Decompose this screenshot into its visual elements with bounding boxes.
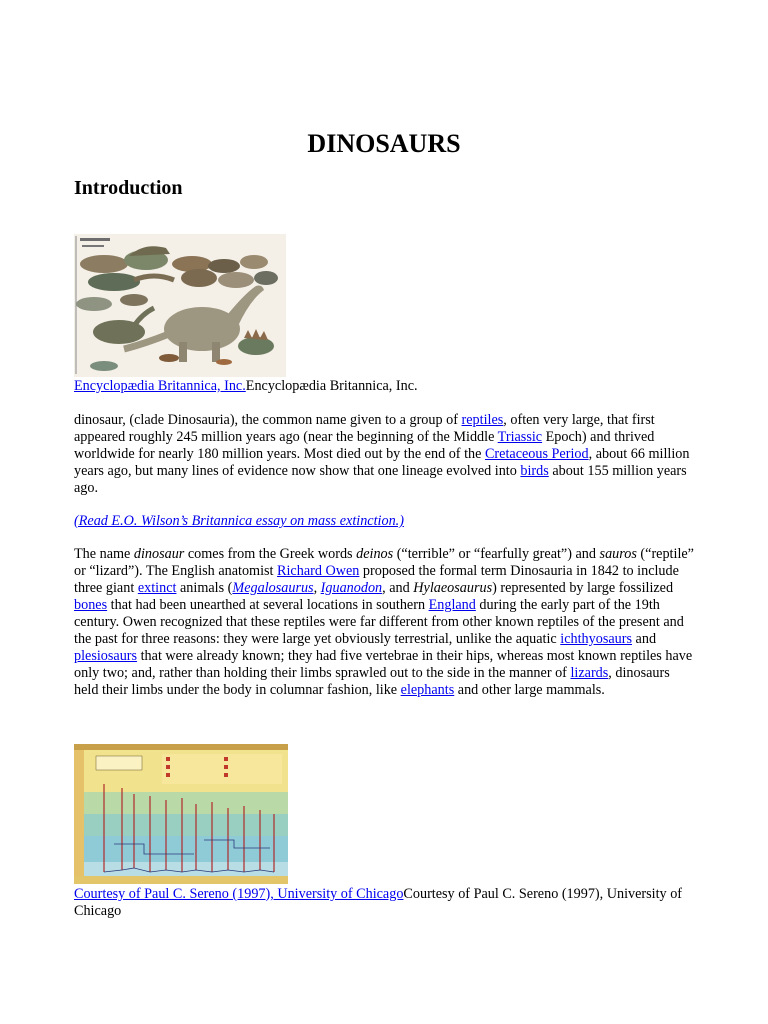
figure2-caption: [74, 886, 684, 920]
text-span: (“reptile” or “lizard”). The English anatomist: [74, 546, 694, 579]
elephants-link[interactable]: elephants: [400, 682, 455, 698]
intro-paragraph: [74, 412, 696, 497]
text-span: Epoch) and thrived worldwide for nearly 180 million years. Most died out by the end of the: [74, 429, 655, 462]
essay-link-paragraph: [74, 513, 696, 530]
wilson-essay-link[interactable]: [74, 513, 404, 529]
figure1-credit-text: Encyclopædia Britannica, Inc.: [245, 378, 418, 394]
figure1-caption: [74, 378, 696, 395]
text-span: The name: [74, 546, 134, 562]
text-span: and: [632, 631, 657, 647]
text-span: that were already known; they had five vertebrae in their hips, whereas most known reptiles have only two; and, rather than holding their limbs sprawled out to the side in the manner of: [74, 648, 693, 681]
cretaceous-period-link[interactable]: Cretaceous Period: [484, 446, 589, 462]
birds-link[interactable]: birds: [520, 463, 549, 479]
section-heading: Introduction: [74, 177, 183, 199]
text-span: comes from the Greek words: [184, 546, 357, 562]
italic-term: dinosaur: [133, 546, 185, 562]
text-span: , dinosaurs held their limbs under the body in columnar fashion, like: [74, 665, 670, 698]
megalosaurus-link[interactable]: [232, 580, 313, 596]
essay-link-text: (Read E.O. Wilson’s Britannica essay on mass extinction.): [74, 513, 404, 529]
text-span: dinosaur, (clade Dinosauria), the common name given to a group of: [74, 412, 462, 428]
figure1-credit-link[interactable]: Encyclopædia Britannica, Inc.: [74, 378, 246, 394]
england-link[interactable]: England: [428, 597, 476, 613]
triassic-link[interactable]: Triassic: [497, 429, 543, 445]
page-title: DINOSAURS: [307, 129, 461, 158]
text-span: during the early part of the 19th century. Owen recognized that these reptiles were far different from other known reptiles of the present and the past for three reasons: they were large yet obviously terrestrial, unlike the aquatic: [74, 597, 684, 647]
plesiosaurs-link[interactable]: plesiosaurs: [74, 648, 138, 664]
text-span: ) represented by large fossilized: [492, 580, 674, 596]
italic-term: deinos: [356, 546, 394, 562]
text-span: and other large mammals.: [454, 682, 605, 698]
text-span: animals (: [176, 580, 233, 596]
italic-term: sauros: [599, 546, 637, 562]
text-span: (“terrible” or “fearfully great”) and: [393, 546, 600, 562]
text-span: , and: [382, 580, 414, 596]
dinosaur-illustration-image: [74, 234, 286, 377]
iguanodon-link[interactable]: [321, 580, 382, 596]
bones-link[interactable]: bones: [74, 597, 108, 613]
text-span: proposed the formal term Dinosauria in 1842 to include three giant: [74, 563, 679, 596]
extinct-link[interactable]: extinct: [137, 580, 177, 596]
text-span: ,: [313, 580, 321, 596]
figure2-credit-link[interactable]: Courtesy of Paul C. Sereno (1997), University of Chicago: [74, 886, 404, 902]
dinosaur-family-tree-image: [74, 744, 288, 884]
figure2-credit-text: Courtesy of Paul C. Sereno (1997), University of Chicago: [74, 886, 683, 919]
reptiles-link[interactable]: reptiles: [461, 412, 504, 428]
ichthyosaurs-link[interactable]: ichthyosaurs: [560, 631, 632, 647]
text-span: , about 66 million years ago, but many lines of evidence now show that one lineage evolved into: [74, 446, 690, 479]
lizards-link[interactable]: lizards: [570, 665, 609, 681]
text-span: that had been unearthed at several locations in southern: [107, 597, 429, 613]
iguanodon-link-text: Iguanodon: [320, 580, 383, 596]
text-span: about 155 million years ago.: [74, 463, 687, 496]
etymology-paragraph: [74, 546, 696, 699]
megalosaurus-link-text: Megalosaurus: [232, 580, 314, 596]
richard-owen-link[interactable]: Richard Owen: [277, 563, 360, 579]
italic-term: Hylaeosaurus: [413, 580, 493, 596]
text-span: , often very large, that first appeared roughly 245 million years ago (near the beginning of the Middle: [74, 412, 655, 445]
